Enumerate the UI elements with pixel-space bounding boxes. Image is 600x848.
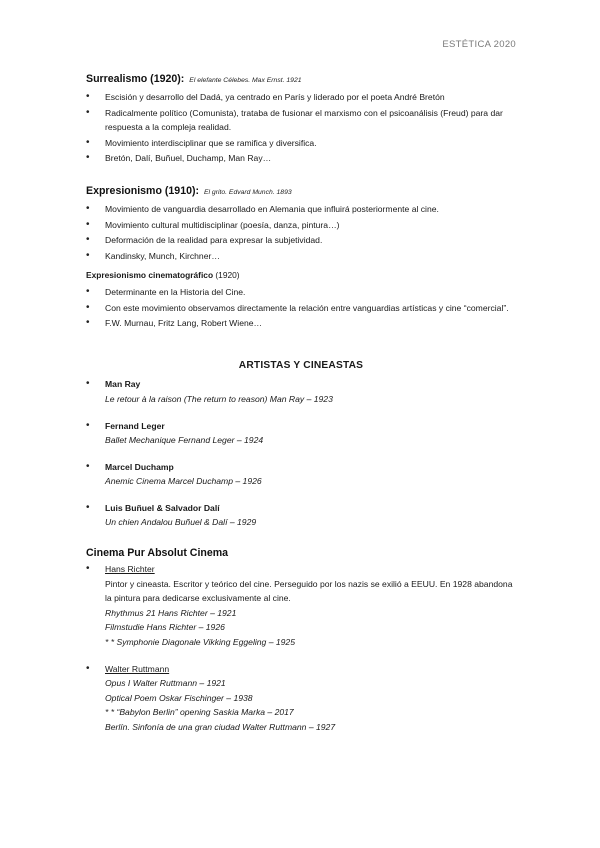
expresionismo-cine-year: (1920) [215, 270, 240, 281]
artist-work: Un chien Andalou Buñuel & Dalí – 1929 [105, 517, 257, 528]
list-item [86, 419, 516, 448]
artist-name: • Luis Buñuel & Salvador Dalí [105, 502, 220, 513]
list-item: • Deformación de la realidad para expresar la subjetividad. [86, 233, 516, 248]
artist-work: * * Symphonie Diagonale Vikking Eggeling – 1925 [105, 637, 295, 648]
artist-work: Optical Poem Oskar Fischinger – 1938 [105, 692, 253, 703]
artistas-heading: ARTISTAS Y CINEASTAS [238, 359, 364, 371]
expresionismo-heading [86, 184, 516, 200]
surrealismo-title: Surrealismo (1920): [86, 73, 185, 85]
list-item: • Radicalmente político (Comunista), trataba de fusionar el marxismo con el psicoanálisis (Freud) para dar respuesta a la compleja realidad. [86, 106, 516, 135]
artist-name: • Hans Richter [105, 564, 155, 575]
artist-name: • Marcel Duchamp [105, 461, 174, 472]
list-item [86, 562, 516, 650]
expresionismo-cine-heading [86, 268, 516, 283]
list-item: • Movimiento cultural multidisciplinar (poesía, danza, pintura…) [86, 218, 516, 233]
list-item: • Movimiento interdisciplinar que se ramifica y diversifica. [86, 136, 516, 151]
artist-name: • Fernand Leger [105, 420, 165, 431]
artistas-list [86, 377, 516, 530]
list-item: • Determinante en la Historia del Cine. [86, 285, 516, 300]
cinema-pur-heading: Cinema Pur Absolut Cinema [86, 547, 229, 560]
expresionismo-cine-title: Expresionismo cinematográfico [86, 270, 214, 281]
artist-work: Ballet Mechanique Fernand Leger – 1924 [105, 435, 264, 446]
list-item [86, 377, 516, 406]
list-item: • F.W. Murnau, Fritz Lang, Robert Wiene… [86, 316, 516, 331]
artist-work: Anemic Cinema Marcel Duchamp – 1926 [105, 476, 262, 487]
artist-work: Filmstudie Hans Richter – 1926 [105, 622, 225, 633]
artist-work: Le retour à la raison (The return to reason) Man Ray – 1923 [105, 393, 333, 404]
expresionismo-list [86, 202, 516, 263]
list-item: • Kandinsky, Munch, Kirchner… [86, 249, 516, 264]
cinema-pur-list [86, 562, 516, 735]
list-item [86, 460, 516, 489]
document-body [86, 72, 516, 747]
page-header: ESTÉTICA 2020 [442, 39, 516, 50]
artist-work: Berlín. Sinfonía de una gran ciudad Walter Ruttmann – 1927 [105, 722, 336, 732]
list-item: • Movimiento de vanguardia desarrollado en Alemania que influirá posteriormente al cine. [86, 202, 516, 217]
list-item: • Con este movimiento observamos directamente la relación entre vanguardias artísticas y cine “comercial”. [86, 301, 516, 316]
artist-name: • Man Ray [105, 379, 141, 390]
expresionismo-cine-list [86, 285, 516, 331]
artist-description: Pintor y cineasta. Escritor y teórico del cine. Perseguido por los nazis se exilió a EEUU. En 1928 abandona la pintura para dedicarse exclusivamente al cine. [105, 578, 513, 604]
artist-work: * * “Babylon Berlin” opening Saskia Marka – 2017 [105, 707, 294, 718]
expresionismo-title: Expresionismo (1910): [86, 184, 200, 197]
list-item: • Escisión y desarrollo del Dadá, ya centrado en París y liderado por el poeta André Bretón [86, 90, 516, 105]
surrealismo-list [86, 90, 516, 166]
expresionismo-caption: El grito. Edvard Munch. 1893 [204, 188, 292, 196]
artist-work: Opus I Walter Ruttmann – 1921 [105, 678, 226, 689]
surrealismo-heading [86, 72, 516, 88]
artist-work: Rhythmus 21 Hans Richter – 1921 [105, 607, 237, 618]
surrealismo-caption: El elefante Célebes. Max Ernst. 1921 [189, 77, 302, 84]
artist-name: • Walter Ruttmann [105, 663, 170, 674]
list-item: • Bretón, Dalí, Buñuel, Duchamp, Man Ray… [86, 151, 516, 166]
list-item [86, 501, 516, 530]
list-item [86, 662, 516, 735]
